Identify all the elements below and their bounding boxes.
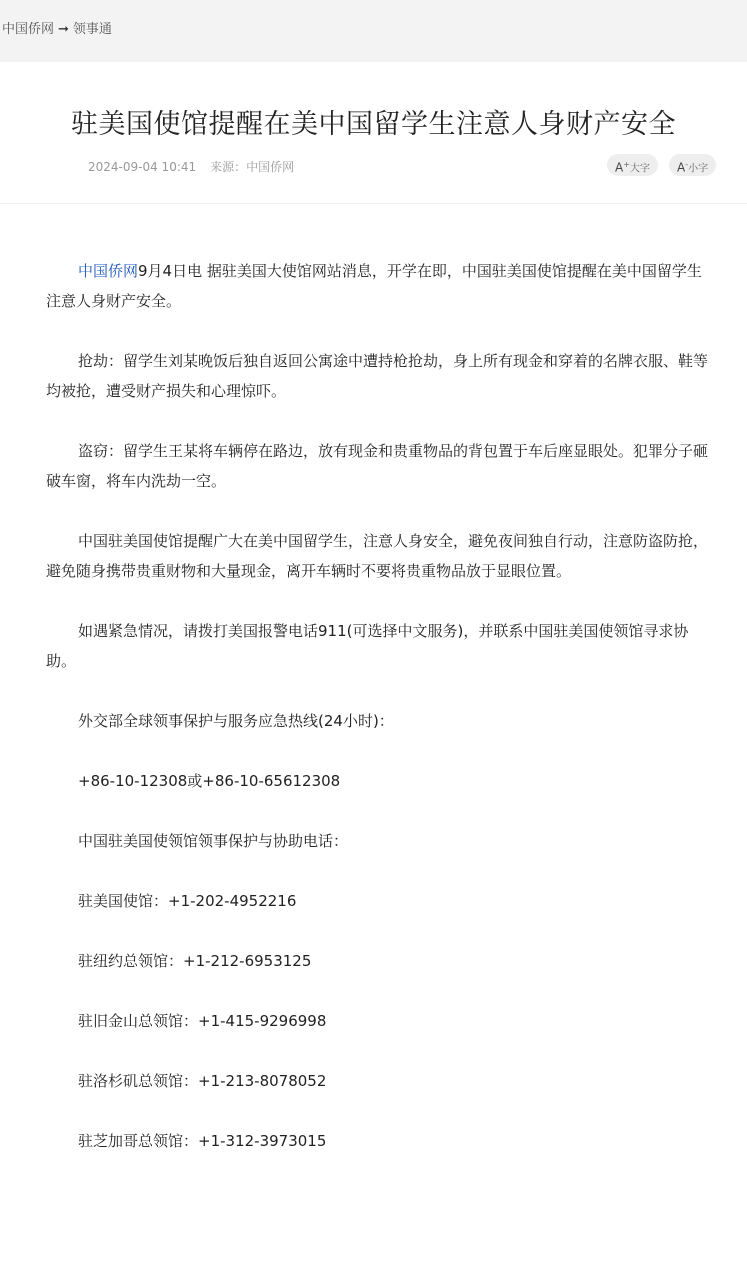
- lead-text: 9月4日电 据驻美国大使馆网站消息，开学在即，中国驻美国使馆提醒在美中国留学生注意人身财产安全。: [46, 262, 702, 310]
- header-divider: [0, 203, 747, 204]
- font-small-button[interactable]: A-小字: [669, 154, 716, 176]
- phone-chicago: 驻芝加哥总领馆：+1-312-3973015: [78, 1132, 327, 1150]
- font-large-icon: A: [615, 160, 624, 175]
- phone-new-york: 驻纽约总领馆：+1-212-6953125: [78, 952, 312, 970]
- breadcrumb-arrow-icon: ➞: [58, 22, 69, 37]
- article-card: [0, 62, 747, 1262]
- font-small-icon: A: [677, 160, 686, 175]
- lead-source-link[interactable]: 中国侨网: [78, 262, 139, 280]
- article-body: [46, 256, 714, 1186]
- font-large-label: 大字: [629, 163, 650, 175]
- phone-san-francisco: 驻旧金山总领馆：+1-415-9296998: [78, 1012, 327, 1030]
- article-datetime: 2024-09-04 10:41: [88, 160, 197, 174]
- font-large-button[interactable]: A+大字: [607, 154, 658, 176]
- paragraph-hotline-label: 外交部全球领事保护与服务应急热线(24小时)：: [78, 712, 394, 730]
- article-source: 来源：中国侨网: [210, 160, 295, 174]
- font-small-label: 小字: [688, 163, 709, 175]
- phone-embassy: 驻美国使馆：+1-202-4952216: [78, 892, 297, 910]
- paragraph-reminder: 中国驻美国使馆提醒广大在美中国留学生，注意人身安全，避免夜间独自行动，注意防盗防抢，避免随身携带贵重财物和大量现金，离开车辆时不要将贵重物品放于显眼位置。: [46, 532, 709, 580]
- breadcrumb-section-link[interactable]: 领事通: [72, 22, 112, 37]
- breadcrumb-site-link[interactable]: 中国侨网: [2, 22, 55, 37]
- article-meta: [88, 158, 294, 175]
- paragraph-theft: 盗窃：留学生王某将车辆停在路边，放有现金和贵重物品的背包置于车后座显眼处。犯罪分子砸破车窗，将车内洗劫一空。: [46, 442, 709, 490]
- phone-los-angeles: 驻洛杉矶总领馆：+1-213-8078052: [78, 1072, 327, 1090]
- paragraph-robbery: 抢劫：留学生刘某晚饭后独自返回公寓途中遭持枪抢劫，身上所有现金和穿着的名牌衣服、鞋等均被抢，遭受财产损失和心理惊吓。: [46, 352, 709, 400]
- paragraph-consulate-label: 中国驻美国使领馆领事保护与协助电话：: [78, 832, 349, 850]
- paragraph-emergency: 如遇紧急情况，请拨打美国报警电话911(可选择中文服务)，并联系中国驻美国使领馆寻求协助。: [46, 622, 689, 670]
- lead-paragraph: [46, 256, 714, 316]
- article-title: 驻美国使馆提醒在美中国留学生注意人身财产安全: [71, 109, 676, 140]
- breadcrumb: [0, 0, 747, 60]
- paragraph-hotline-numbers: +86-10-12308或+86-10-65612308: [78, 772, 341, 790]
